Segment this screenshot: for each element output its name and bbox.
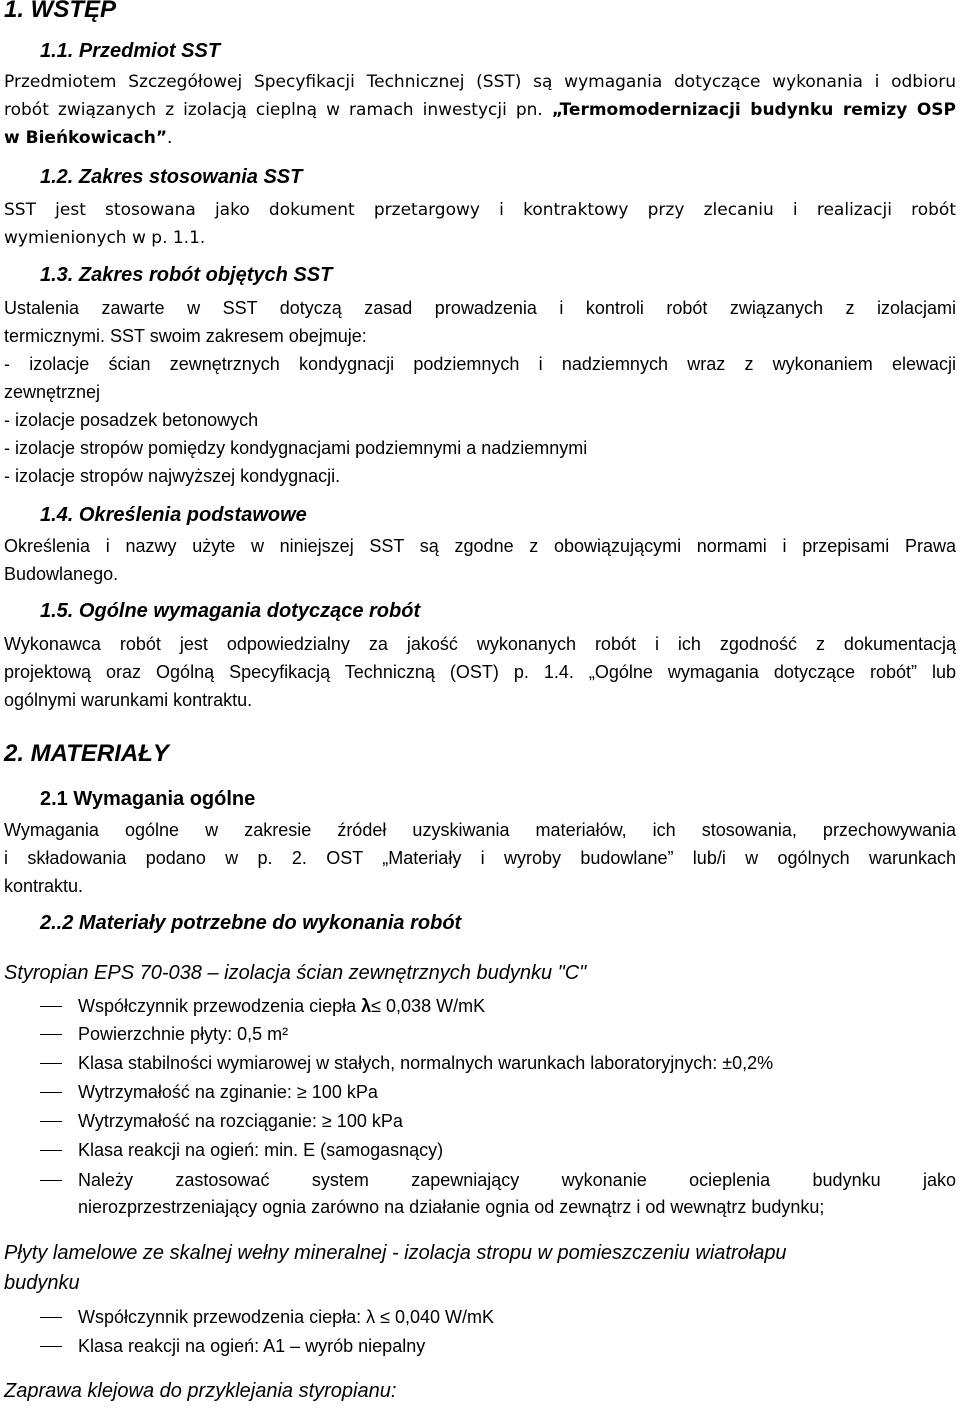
styropian-item-5: Wytrzymałość na rozciąganie: ≥ 100 kPa	[78, 1111, 403, 1131]
section-1-5-heading: 1.5. Ogólne wymagania dotyczące robót	[40, 600, 421, 622]
investment-name-cont: w Bieńkowicach”	[4, 128, 168, 148]
section-1-3-line6: - izolacje stropów pomiędzy kondygnacjami podziemnymi a nadziemnymi	[4, 438, 588, 458]
section-1-1-line2	[4, 96, 956, 124]
section-1-4-line2: Budowlanego.	[4, 564, 119, 584]
plyty-title-line2: budynku	[4, 1272, 80, 1294]
section-1-1-line2-text: robót związanych z izolacją cieplną w ramach inwestycji pn.	[4, 100, 552, 120]
plyty-item-1: Współczynnik przewodzenia ciepła: λ ≤ 0,040 W/mK	[78, 1307, 495, 1327]
section-1-5-line3: ogólnymi warunkami kontraktu.	[4, 690, 253, 710]
section-1-3-line5: - izolacje posadzek betonowych	[4, 410, 259, 430]
list-dash-icon	[40, 1121, 62, 1122]
section-1-2-line2: wymienionych w p. 1.1.	[4, 228, 206, 248]
list-dash-icon	[40, 1150, 62, 1151]
section-1-3-line3: - izolacje ścian zewnętrznych kondygnacji podziemnych i nadziemnych wraz z wykonaniem elewacji	[4, 354, 956, 374]
list-dash-icon	[40, 1092, 62, 1093]
styropian-last-line2: nierozprzestrzeniający ognia zarówno na działanie ognia od zewnątrz i od wewnątrz budynku;	[78, 1197, 825, 1217]
section-1-4-heading: 1.4. Określenia podstawowe	[40, 504, 307, 526]
section-1-1-line1: Przedmiotem Szczegółowej Specyfikacji Technicznej (SST) są wymagania dotyczące wykonania i odbioru	[4, 72, 956, 92]
section-1-3-line2: termicznymi. SST swoim zakresem obejmuje:	[4, 326, 367, 346]
investment-name: „Termomodernizacji budynku remizy OSP	[551, 100, 956, 120]
list-dash-icon	[40, 1034, 62, 1035]
section-2-title: 2. MATERIAŁY	[4, 740, 169, 767]
zaprawa-title: Zaprawa klejowa do przyklejania styropianu:	[4, 1380, 397, 1402]
section-1-5-line2: projektową oraz Ogólną Specyfikacją Techniczną (OST) p. 1.4. „Ogólne wymagania dotyczące robót” lub	[4, 662, 956, 682]
styropian-item-3: Klasa stabilności wymiarowej w stałych, normalnych warunkach laboratoryjnych: ±0,2%	[78, 1053, 774, 1073]
plyty-item-2: Klasa reakcji na ogień: A1 – wyrób niepalny	[78, 1336, 426, 1356]
styropian-last-line1: Należy zastosować system zapewniający wykonanie ocieplenia budynku jako	[78, 1170, 956, 1190]
styropian-item-4: Wytrzymałość na zginanie: ≥ 100 kPa	[78, 1082, 378, 1102]
plyty-title-line1: Płyty lamelowe ze skalnej wełny mineralnej - izolacja stropu w pomieszczeniu wiatrołapu	[4, 1242, 787, 1264]
list-dash-icon	[40, 1180, 62, 1181]
section-1-2-heading: 1.2. Zakres stosowania SST	[40, 166, 303, 188]
section-2-1-heading: 2.1 Wymagania ogólne	[40, 788, 256, 810]
section-1-1-line3	[4, 124, 172, 152]
section-1-3-line4: zewnętrznej	[4, 382, 101, 402]
section-2-2-heading: 2..2 Materiały potrzebne do wykonania robót	[40, 912, 462, 934]
section-1-4-line1: Określenia i nazwy użyte w niniejszej SST są zgodne z obowiązującymi normami i przepisami Prawa	[4, 536, 956, 556]
item-value: ≤ 0,038 W/mK	[371, 996, 486, 1016]
section-1-title: 1. WSTĘP	[4, 0, 117, 23]
styropian-item-2: Powierzchnie płyty: 0,5 m²	[78, 1024, 289, 1044]
list-dash-icon	[40, 1346, 62, 1347]
section-1-3-line1: Ustalenia zawarte w SST dotyczą zasad prowadzenia i kontroli robót związanych z izolacjami	[4, 298, 956, 318]
styropian-item-6: Klasa reakcji na ogień: min. E (samogasnący)	[78, 1140, 444, 1160]
section-1-2-line1: SST jest stosowana jako dokument przetargowy i kontraktowy przy zlecaniu i realizacji robót	[4, 200, 956, 220]
styropian-item-1	[78, 992, 485, 1020]
styropian-title: Styropian EPS 70-038 – izolacja ścian zewnętrznych budynku "C"	[4, 962, 587, 984]
item-text: Współczynnik przewodzenia ciepła	[78, 996, 362, 1016]
section-2-1-line3: kontraktu.	[4, 876, 84, 896]
section-2-1-line1: Wymagania ogólne w zakresie źródeł uzyskiwania materiałów, ich stosowania, przechowywania	[4, 820, 956, 840]
section-1-3-line7: - izolacje stropów najwyższej kondygnacji.	[4, 466, 341, 486]
section-1-3-heading: 1.3. Zakres robót objętych SST	[40, 264, 333, 286]
section-1-1-heading: 1.1. Przedmiot SST	[40, 40, 221, 62]
list-dash-icon	[40, 1063, 62, 1064]
section-2-1-line2: i składowania podano w p. 2. OST „Materiały i wyroby budowlane” lub/i w ogólnych warunkach	[4, 848, 956, 868]
list-dash-icon	[40, 1317, 62, 1318]
lambda-symbol: λ	[361, 996, 372, 1016]
section-1-5-line1: Wykonawca robót jest odpowiedzialny za jakość wykonanych robót i ich zgodność z dokumentacją	[4, 634, 956, 654]
section-1-1-line3-post: .	[167, 128, 173, 148]
list-dash-icon	[40, 1006, 62, 1007]
